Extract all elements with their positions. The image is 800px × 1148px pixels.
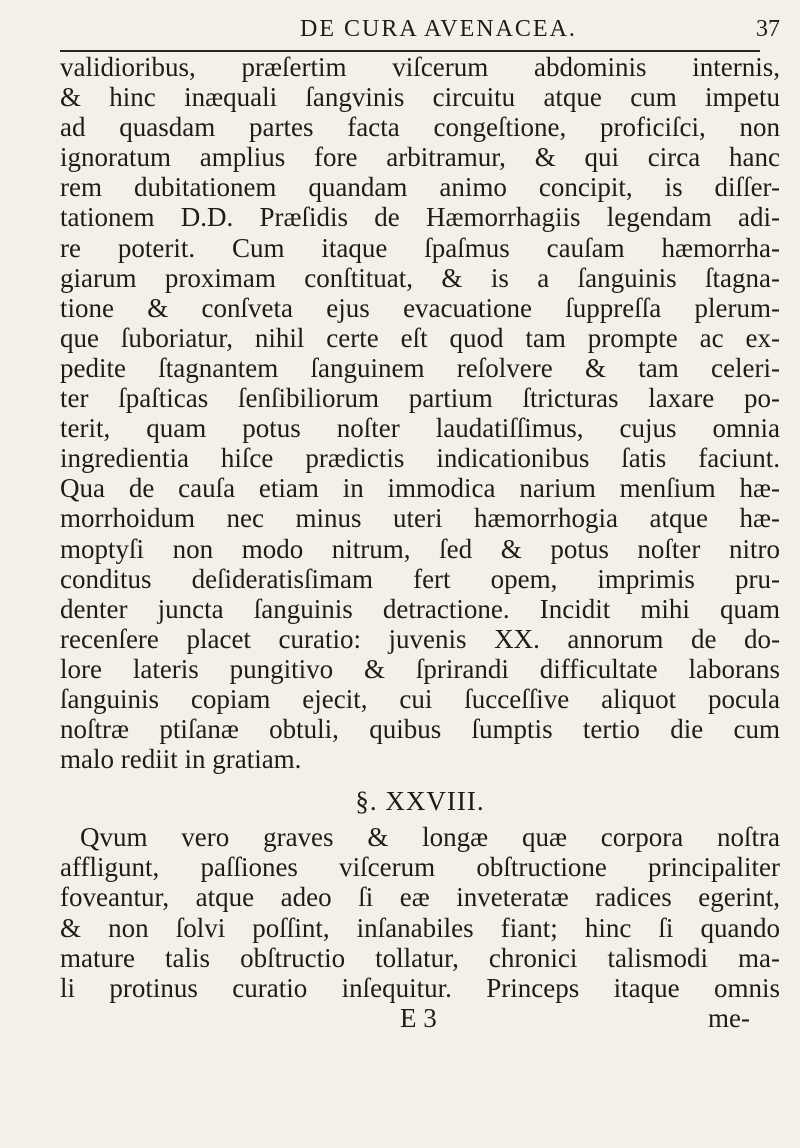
text-line: ter ſpaſticas ſenſibiliorum partium ſtricturas laxare po- [60, 383, 780, 414]
text-line: que ſuboriatur, nihil certe eſt quod tam prompte ac ex- [60, 322, 780, 353]
text-line: mature talis obſtructio tollatur, chronici talismodi ma- [60, 942, 780, 973]
text-line: conditus deſideratisſimam fert opem, imprimis pru- [60, 563, 780, 594]
text-line: li protinus curatio inſequitur. Princeps itaque omnis [60, 972, 780, 1003]
text-line: lore lateris pungitivo & ſprirandi difficultate laborans [60, 653, 780, 684]
signature-mark: E 3 [400, 1002, 437, 1033]
text-line: terit, quam potus noſter laudatiſſimus, cujus omnia [60, 413, 780, 444]
text-line: malo rediit in gratiam. [60, 744, 302, 775]
text-line: ingredientia hiſce prædictis indicationibus ſatis faciunt. [60, 443, 780, 474]
page-number: 37 [756, 16, 780, 42]
text-line: denter juncta ſanguinis detractione. Incidit mihi quam [60, 593, 780, 624]
catchword: me- [708, 1002, 750, 1033]
text-line: ad quasdam partes facta congeſtione, proficiſci, non [60, 112, 780, 143]
text-line: re poterit. Cum itaque ſpaſmus cauſam hæmorrha- [60, 232, 780, 263]
section-heading: §. XXVIII. [355, 786, 485, 817]
text-line: moptyſi non modo nitrum, ſed & potus noſter nitro [60, 533, 780, 564]
page-footer [60, 1003, 780, 1033]
text-line: tione & conſveta ejus evacuatione ſuppreſſa plerum- [60, 292, 780, 323]
text-line: morrhoidum nec minus uteri hæmorrhogia atque hæ- [60, 503, 780, 534]
text-line: Qua de cauſa etiam in immodica narium menſium hæ- [60, 473, 780, 504]
text-line: ignoratum amplius fore arbitramur, & qui circa hanc [60, 142, 780, 173]
text-line: giarum proximam conſtituat, & is a ſanguinis ſtagna- [60, 262, 780, 293]
text-line: ſanguinis copiam ejecit, cui ſucceſſive aliquot pocula [60, 683, 780, 714]
text-line: noſtræ ptiſanæ obtuli, quibus ſumptis tertio die cum [60, 714, 780, 745]
running-head: DE CURA AVENACEA. [300, 16, 577, 42]
text-line: & hinc inæquali ſangvinis circuitu atque cum impetu [60, 82, 780, 113]
text-line: tationem D.D. Præſidis de Hæmorrhagiis legendam adi- [60, 202, 780, 233]
page-header [60, 6, 780, 46]
body-text [60, 52, 780, 1033]
text-line: foveantur, atque adeo ſi eæ inveteratæ radices egerint, [60, 882, 780, 913]
text-line: rem dubitationem quandam animo concipit, is diſſer- [60, 172, 780, 203]
text-line: validioribus, præſertim viſcerum abdominis internis, [60, 52, 780, 82]
text-line: Qvum vero graves & longæ quæ corpora noſtra [80, 822, 780, 853]
text-line: pedite ſtagnantem ſanguinem reſolvere & tam celeri- [60, 352, 780, 383]
text-line: recenſere placet curatio: juvenis XX. annorum de do- [60, 623, 780, 654]
text-line: affligunt, paſſiones viſcerum obſtructione principaliter [60, 852, 780, 883]
text-line: & non ſolvi poſſint, inſanabiles fiant; hinc ſi quando [60, 912, 780, 943]
